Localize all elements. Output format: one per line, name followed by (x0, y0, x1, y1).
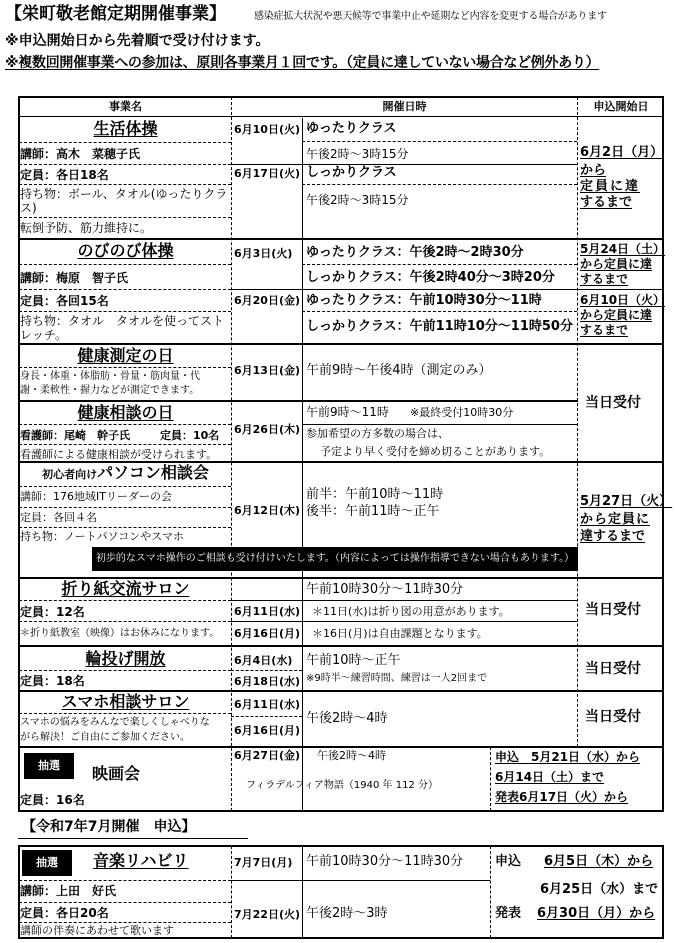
pc-start-until: 達するまで (580, 529, 646, 544)
event-name-movie: 映画会 (92, 764, 141, 783)
exercise-time-2: 午後2時～3時15分 (306, 193, 409, 207)
july-instructor: 講師：上田 好氏 (20, 884, 117, 898)
title-note: 感染症拡大状況や悪天候等で事業中止や延期など内容を変更する場合があります (254, 11, 607, 22)
ring-time: 午前10時～正午 (306, 653, 401, 668)
consult-note-1: 参加希望の方多数の場合は、 (306, 427, 449, 440)
event-name-nobinobi: のびのび体操 (77, 241, 174, 260)
origami-time: 午前10時30分～11時30分 (306, 582, 464, 597)
event-name-ring-toss: 輪投げ開放 (85, 649, 166, 668)
col-header-date: 開催日時 (382, 100, 427, 113)
july-announce-label: 発表 (495, 906, 522, 921)
col-divider-3 (577, 97, 578, 747)
nobi-start-1-from: から定員に達 (580, 257, 653, 271)
origami-note-1: ＊11日(水)は折り図の用意があります。 (312, 605, 510, 618)
nobi-start-1-date: 5月24日（土） (580, 242, 666, 256)
event-name-exercise: 生活体操 (93, 119, 158, 138)
pc-smartphone-banner: 初歩的なスマホ操作のご相談も受け付けいたします。（内容によっては操作指導できない場合もあります。） (92, 547, 578, 571)
ring-date-2: 6月18日(水) (234, 675, 301, 688)
sameday-ring: 当日受付 (585, 661, 641, 677)
nobi-capacity: 定員：各回15名 (20, 294, 109, 308)
movie-capacity: 定員：16名 (20, 793, 85, 807)
event-name-origami: 折り紙交流サロン (61, 579, 190, 598)
july-note: 講師の伴奏にあわせて歌います (20, 924, 174, 937)
exercise-purpose: 転倒予防、筋力維持に。 (20, 221, 153, 235)
exercise-instructor: 講師：高木 菜穂子氏 (20, 147, 141, 161)
nobi-start-2-date: 6月10日（火） (580, 293, 666, 307)
event-name-smartphone: スマホ相談サロン (61, 692, 190, 711)
exercise-start-full: するまで (580, 195, 633, 210)
nobi-slot-3: ゆったりクラス：午前10時30分～11時 (306, 293, 542, 308)
ring-capacity: 定員：18名 (20, 674, 85, 688)
july-time-1: 午前10時30分～11時30分 (306, 854, 464, 869)
exercise-items: 持ち物：ボール、タオル(ゆったりクラス) (20, 187, 228, 215)
origami-note: ＊折り紙教室（映像）はお休みになります。 (20, 628, 220, 639)
nobi-items: 持ち物：タオル タオルを使ってストレッチ。 (20, 314, 225, 341)
origami-note-2: ＊16日(月)は自由課題となります。 (312, 627, 488, 640)
exercise-date-2: 6月17日(火) (234, 167, 301, 180)
page-title: 【栄町敬老館定期開催事業】 (5, 4, 226, 24)
pc-time-second: 後半：午前11時～正午 (306, 504, 440, 519)
july-apply-until: 6月25日（水）まで (540, 882, 659, 897)
nobi-instructor: 講師：梅原 智子氏 (20, 271, 129, 285)
measure-desc-1: 身長・体重・体脂肪・骨量・筋肉量・代 (20, 371, 200, 382)
sameday-smartphone: 当日受付 (585, 709, 641, 725)
exercise-start-from: から (580, 163, 607, 178)
pc-capacity: 定員：各回４名 (20, 511, 97, 524)
pc-instructor: 講師：176地域ITリーダーの会 (20, 490, 172, 503)
origami-date-2: 6月16日(月) (234, 627, 301, 640)
event-name-consult: 健康相談の日 (77, 403, 174, 422)
pc-start-from: から定員に (580, 512, 651, 527)
july-heading: 【令和7年7月開催 申込】 (22, 819, 196, 835)
exercise-capacity: 定員：各日18名 (20, 168, 109, 182)
july-announce-date: 6月30日（月）から (537, 906, 656, 921)
nobi-start-2-from: から定員に達 (580, 308, 653, 322)
nobi-start-1-until: するまで (580, 272, 629, 286)
exercise-time-1: 午後2時～3時15分 (306, 147, 409, 161)
pc-prefix: 初心者向け (42, 468, 98, 481)
measure-date: 6月13日(金) (234, 364, 301, 377)
movie-apply-until: 6月14日（土）まで (495, 770, 605, 784)
consult-date: 6月26日(木) (234, 423, 301, 436)
pc-time-first: 前半：午前10時～11時 (306, 487, 444, 502)
col-header-event: 事業名 (109, 100, 142, 113)
ring-date-1: 6月4日(水) (234, 654, 293, 667)
consult-time: 午前9時～11時 (306, 405, 389, 419)
movie-announce: 発表6月17日（火）から (495, 790, 629, 804)
event-name-pc (20, 465, 231, 481)
origami-capacity: 定員：12名 (20, 605, 85, 619)
note-once-per-month: ※複数回開催事業への参加は、原則各事業月１回です。（定員に達していない場合など例外あり） (5, 55, 600, 71)
event-name-music-rehab: 音楽リハビリ (93, 851, 189, 870)
pc-date: 6月12日(木) (234, 504, 301, 517)
pc-start-date: 5月27日（火） (580, 494, 673, 509)
nobi-start-2-until: するまで (580, 323, 629, 337)
movie-lottery-badge: 抽選 (24, 753, 74, 779)
july-apply-date: 6月5日（木）から (544, 854, 654, 869)
july-date-1: 7月7日(月) (234, 856, 293, 869)
nobi-slot-2: しっかりクラス：午後2時40分～3時20分 (306, 270, 555, 285)
movie-film-title: フィラデルフィア物語（1940 年 112 分） (246, 780, 438, 791)
pc-name: パソコン相談会 (97, 463, 209, 482)
ring-note: ※9時半～練習時間、練習は一人2回まで (306, 673, 488, 684)
exercise-class-2: しっかりクラス (306, 165, 397, 180)
measure-time: 午前9時～午後4時（測定のみ） (306, 363, 492, 378)
event-name-measure: 健康測定の日 (77, 346, 174, 365)
smart-time: 午後2時～4時 (306, 711, 388, 726)
consult-nurse: 看護師：尾崎 幹子氏 (20, 429, 130, 442)
smart-date-1: 6月11日(水) (234, 698, 301, 711)
nobi-date-1: 6月3日(火) (234, 247, 293, 260)
nobi-slot-1: ゆったりクラス：午後2時～2時30分 (306, 245, 524, 260)
exercise-date-1: 6月10日(火) (234, 123, 301, 136)
nobi-date-2: 6月20日(金) (234, 294, 301, 307)
exercise-start-date: 6月2日（月） (580, 145, 664, 160)
movie-apply: 申込 5月21日（水）から (495, 750, 641, 764)
note-first-come: ※申込開始日から先着順で受け付けます。 (5, 33, 270, 49)
col-header-start: 申込開始日 (593, 100, 649, 113)
pc-items: 持ち物：ノートパソコンやスマホ (20, 530, 185, 543)
july-time-2: 午後2時～3時 (306, 906, 388, 921)
july-apply-label: 申込 (495, 854, 522, 869)
consult-last-reception: ※最終受付10時30分 (410, 406, 514, 419)
sameday-origami: 当日受付 (585, 602, 641, 618)
sameday-health: 当日受付 (585, 395, 641, 411)
july-capacity: 定員：各日20名 (20, 906, 109, 920)
origami-date-1: 6月11日(水) (234, 605, 301, 618)
exercise-class-1: ゆったりクラス (306, 121, 397, 136)
consult-capacity: 定員：10名 (160, 429, 220, 442)
consult-note-2: 予定より早く受付を締め切ることがあります。 (320, 445, 551, 458)
measure-desc-2: 謝・柔軟性・握力などが測定できます。 (20, 385, 200, 396)
smart-date-2: 6月16日(月) (234, 724, 301, 737)
col-divider-1 (231, 97, 232, 811)
smart-desc-2: がら解決！ご自由にご参加ください。 (20, 732, 190, 743)
july-date-2: 7月22日(火) (234, 908, 301, 921)
july-lottery-badge: 抽選 (22, 850, 72, 876)
movie-time: 午後2時～4時 (317, 749, 386, 762)
nobi-slot-4: しっかりクラス：午前11時10分～11時50分 (306, 319, 573, 334)
consult-desc: 看護師による健康相談が受けられます。 (20, 448, 218, 461)
exercise-start-until: 定員に達 (580, 179, 641, 194)
smart-desc-1: スマホの悩みをみんなで楽しくしゃべりな (20, 717, 210, 728)
col-divider-2 (302, 118, 303, 812)
movie-date: 6月27日(金) (234, 749, 301, 762)
